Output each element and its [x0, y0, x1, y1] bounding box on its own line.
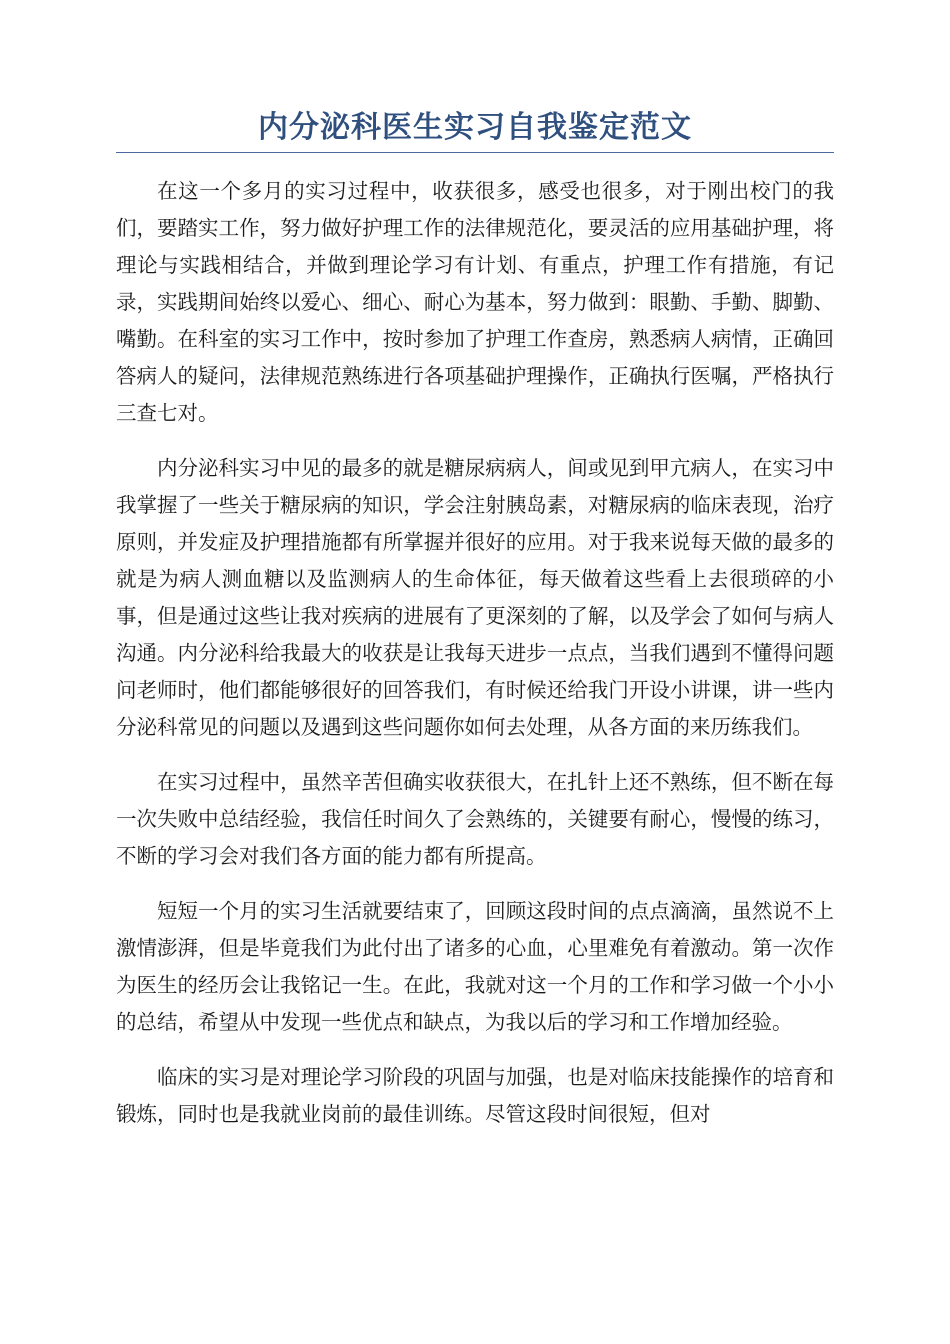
paragraph-3: 在实习过程中，虽然辛苦但确实收获很大，在扎针上还不熟练，但不断在每一次失败中总结经验，我信任时间久了会熟练的，关键要有耐心，慢慢的练习，不断的学习会对我们各方面的能力都有所提高。 [116, 770, 834, 868]
document-body [116, 173, 834, 1133]
paragraph-2: 内分泌科实习中见的最多的就是糖尿病病人，间或见到甲亢病人，在实习中我掌握了一些关于糖尿病的知识，学会注射胰岛素，对糖尿病的临床表现，治疗原则，并发症及护理措施都有所掌握并很好的应用。对于我来说每天做的最多的就是为病人测血糖以及监测病人的生命体征，每天做着这些看上去很琐碎的小事，但是通过这些让我对疾病的进展有了更深刻的了解，以及学会了如何与病人沟通。内分泌科给我最大的收获是让我每天进步一点点，当我们遇到不懂得问题问老师时，他们都能够很好的回答我们，有时候还给我门开设小讲课，讲一些内分泌科常见的问题以及遇到这些问题你如何去处理，从各方面的来历练我们。 [116, 456, 834, 739]
paragraph-4: 短短一个月的实习生活就要结束了，回顾这段时间的点点滴滴，虽然说不上激情澎湃，但是毕竟我们为此付出了诸多的心血，心里难免有着激动。第一次作为医生的经历会让我铭记一生。在此，我就对这一个月的工作和学习做一个小小的总结，希望从中发现一些优点和缺点，为我以后的学习和工作增加经验。 [116, 899, 834, 1034]
paragraph-5: 临床的实习是对理论学习阶段的巩固与加强，也是对临床技能操作的培育和锻炼，同时也是我就业岗前的最佳训练。尽管这段时间很短，但对 [116, 1065, 834, 1126]
paragraph-1: 在这一个多月的实习过程中，收获很多，感受也很多，对于刚出校门的我们，要踏实工作，努力做好护理工作的法律规范化，要灵活的应用基础护理，将理论与实践相结合，并做到理论学习有计划、有重点，护理工作有措施，有记录，实践期间始终以爱心、细心、耐心为基本，努力做到：眼勤、手勤、脚勤、嘴勤。在科室的实习工作中，按时参加了护理工作查房，熟悉病人病情，正确回答病人的疑问，法律规范熟练进行各项基础护理操作，正确执行医嘱，严格执行三查七对。 [116, 179, 834, 425]
page-title: 内分泌科医生实习自我鉴定范文 [116, 108, 834, 153]
